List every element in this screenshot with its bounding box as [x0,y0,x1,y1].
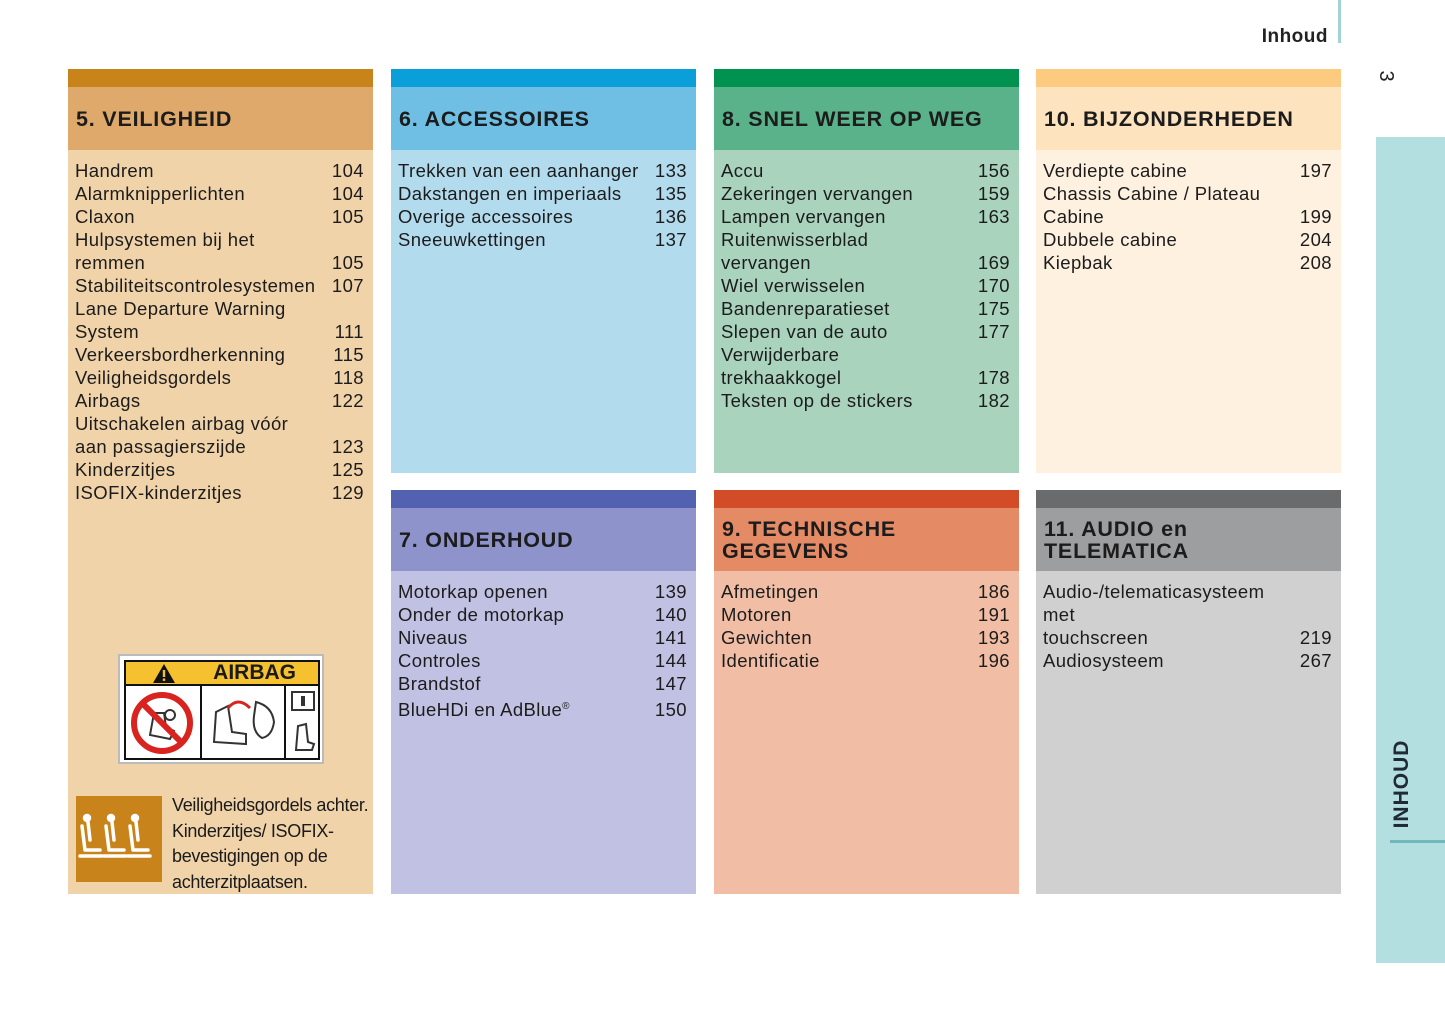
toc-entry-title [721,603,792,626]
toc-entry-title-text: Trekken van een aanhanger [398,160,639,181]
toc-entry[interactable] [721,159,1010,182]
toc-entry-title-text: Identificatie [721,650,820,671]
toc-entry-page: 267 [1299,650,1332,671]
toc-entry-page: 191 [977,604,1010,625]
toc-entry-page: 125 [331,459,364,480]
toc-entry-page: 182 [977,390,1010,411]
registered-mark: ® [562,701,570,712]
toc-entry-title-text: Niveaus [398,627,468,648]
toc-entry-title-text: Stabiliteitscontrolesystemen [75,275,316,296]
toc-entry-title-text: Lampen vervangen [721,206,886,227]
airbag-label-text: AIRBAG [213,661,296,684]
toc-entry-page: 175 [977,298,1010,319]
section-entries [391,150,696,251]
toc-entry-title-text: Onder de motorkap [398,604,565,625]
toc-entry-title [1043,228,1177,251]
toc-entry-title-text: Verkeersbordherkenning [75,344,286,365]
toc-entry-title [75,205,135,228]
toc-entry[interactable] [75,458,364,481]
toc-entry[interactable] [398,672,687,695]
toc-entry-title-text: Claxon [75,206,135,227]
section-heading[interactable] [714,508,1019,571]
section-color-bar [1036,490,1341,508]
rear-seats-icon [76,796,162,882]
toc-entry[interactable] [75,159,364,182]
toc-entry-page: 129 [331,482,364,503]
toc-entry-page: 135 [654,183,687,204]
toc-entry[interactable] [75,412,364,458]
section-entries [714,150,1019,412]
toc-entry-page: 147 [654,673,687,694]
toc-entry-title [721,205,886,228]
section-title: 9. TECHNISCHE GEGEVENS [722,516,897,563]
toc-entry-title-text: BlueHDi en AdBlue [398,699,563,721]
toc-entry[interactable] [75,228,364,274]
toc-entry-title [721,274,865,297]
section-title: 6. ACCESSOIRES [399,106,590,131]
section-heading[interactable] [391,87,696,150]
toc-entry-title-text: Brandstof [398,673,481,694]
section-bijzonderheden [1036,69,1341,473]
toc-entry[interactable] [75,389,364,412]
toc-entry-title [721,320,888,343]
section-color-bar [391,69,696,87]
section-title: 8. SNEL WEER OP WEG [722,106,983,131]
section-accessoires [391,69,696,473]
toc-entry-title-text: Veiligheidsgordels [75,367,232,388]
toc-entry-title-text: Afmetingen [721,581,819,602]
section-snel-weer-op-weg [714,69,1019,473]
rear-seat-belts-icon [76,796,162,882]
toc-entry-title [75,274,316,297]
toc-entry-title [721,228,868,274]
toc-entry-title [721,182,913,205]
section-title: 10. BIJZONDERHEDEN [1044,106,1294,131]
toc-entry-title [398,228,546,251]
toc-entry-title-text: Motoren [721,604,792,625]
toc-entry-title-text: Teksten op de stickers [721,390,913,411]
toc-entry-page: 150 [654,699,687,721]
toc-entry-page: 123 [331,436,364,457]
toc-entry-title-text: Audio-/telematicasysteem met touchscreen [1043,581,1265,648]
toc-entry[interactable] [398,626,687,649]
section-entries [68,150,373,504]
toc-entry-title [398,695,570,721]
toc-entry[interactable] [75,182,364,205]
section-veiligheid [68,69,373,894]
toc-entry-title-text: Chassis Cabine / Plateau Cabine [1043,183,1261,227]
toc-entry-title [75,389,141,412]
page-title: Inhoud [1261,26,1328,47]
toc-entry-title [398,626,468,649]
toc-entry-title [721,389,913,412]
page-number: 3 [1375,70,1397,82]
toc-entry-page: 107 [331,275,364,296]
toc-entry-title [75,228,255,274]
toc-entry-page: 104 [331,183,364,204]
toc-entry[interactable] [398,205,687,228]
toc-entry-title-text: Kinderzitjes [75,459,176,480]
toc-entry-title-text: Controles [398,650,481,671]
toc-entry-page: 204 [1299,229,1332,250]
toc-entry[interactable] [721,580,1010,603]
toc-entry-title-text: Dakstangen en imperiaals [398,183,622,204]
toc-entry-title-text: Slepen van de auto [721,321,888,342]
toc-entry-title-text: Verwijderbare trekhaakkogel [721,344,842,388]
side-tab-label: INHOUD [1390,739,1413,829]
toc-entry-title [75,297,286,343]
manual-info-icon [288,690,318,756]
toc-entry-title-text: Verdiepte cabine [1043,160,1188,181]
toc-entry[interactable] [75,205,364,228]
toc-entry[interactable] [75,366,364,389]
toc-entry[interactable] [398,182,687,205]
section-title: 11. AUDIO en TELEMATICA [1044,516,1189,563]
toc-entry-title-text: Motorkap openen [398,581,548,602]
toc-entry-title [75,182,245,205]
toc-entry-title [398,205,573,228]
toc-entry-page: 178 [977,367,1010,388]
header-divider [1338,0,1341,43]
toc-entry-title-text: Dubbele cabine [1043,229,1178,250]
toc-entry-title-text: Sneeuwkettingen [398,229,546,250]
toc-entry-page: 156 [977,160,1010,181]
section-heading[interactable] [1036,508,1341,571]
toc-entry[interactable] [721,205,1010,228]
toc-entry-title [398,580,548,603]
toc-entry-page: 104 [331,160,364,181]
seat-airbag-icon [206,692,282,754]
toc-entry-title-text: Ruitenwisserblad vervangen [721,229,869,273]
section-entries [1036,571,1341,672]
section-color-bar [1036,69,1341,87]
toc-entry[interactable] [398,159,687,182]
toc-entry-title-text: Uitschakelen airbag vóór aan passagierszijde [75,413,289,457]
toc-entry-title [398,159,639,182]
toc-entry-title [721,626,812,649]
toc-entry[interactable] [75,297,364,343]
toc-entry-title-text: ISOFIX-kinderzitjes [75,482,242,503]
toc-entry-title [1043,251,1113,274]
toc-entry-title [75,481,242,504]
toc-entry-title [75,458,175,481]
toc-entry-title [75,366,231,389]
toc-entry-title [398,603,564,626]
rear-seats-note: Veiligheidsgordels achter. Kinderzitjes/ ISOFIX-bevestigingen op de achterzitplaatsen. [172,795,369,892]
toc-entry-title [1043,159,1187,182]
toc-entry-title [1043,182,1260,228]
toc-entry[interactable] [1043,580,1332,649]
toc-entry-page: 159 [977,183,1010,204]
toc-entry-page: 186 [977,581,1010,602]
toc-entry-page: 139 [654,581,687,602]
toc-entry[interactable] [721,228,1010,274]
toc-entry[interactable] [721,297,1010,320]
toc-entry-title [721,343,841,389]
toc-entry[interactable] [398,228,687,251]
side-tab-accent-line [1390,840,1445,843]
toc-entry-title-text: Zekeringen vervangen [721,183,914,204]
toc-entry-title [75,412,288,458]
section-audio-telematica [1036,490,1341,894]
toc-entry-page: 177 [977,321,1010,342]
airbag-warning-label [118,654,324,764]
toc-entry-title [721,649,820,672]
toc-entry[interactable] [721,389,1010,412]
toc-entry[interactable] [1043,182,1332,228]
section-heading[interactable] [714,87,1019,150]
toc-entry-page: 208 [1299,252,1332,273]
toc-entry[interactable] [721,320,1010,343]
section-title: 7. ONDERHOUD [399,527,574,552]
toc-entry-title [398,649,481,672]
toc-entry-title [1043,580,1294,649]
toc-entry-page: 141 [654,627,687,648]
toc-entry-page: 193 [977,627,1010,648]
toc-entry[interactable] [75,481,364,504]
toc-entry-title-text: Accu [721,160,764,181]
toc-entry[interactable] [1043,649,1332,672]
toc-entry-title [75,159,154,182]
section-heading[interactable] [68,87,373,150]
toc-entry[interactable] [721,274,1010,297]
toc-entry[interactable] [721,603,1010,626]
toc-entry[interactable] [721,626,1010,649]
toc-entry-page: 105 [331,206,364,227]
toc-entry-title-text: Lane Departure Warning System [75,298,286,342]
toc-entry-page: 219 [1299,627,1332,648]
section-entries [391,571,696,721]
toc-entry-title [1043,649,1164,672]
toc-entry[interactable] [75,343,364,366]
toc-entry-page: 197 [1299,160,1332,181]
airbag-label-header [124,660,320,686]
toc-entry-title [398,672,481,695]
toc-entry-page: 115 [333,344,364,365]
toc-entry[interactable] [721,649,1010,672]
section-title: 5. VEILIGHEID [76,106,233,131]
toc-entry-title-text: Overige accessoires [398,206,574,227]
toc-entry-title [721,297,890,320]
toc-entry[interactable] [721,182,1010,205]
toc-entry-title [398,182,622,205]
section-heading[interactable] [1036,87,1341,150]
section-color-bar [391,490,696,508]
toc-entry-title-text: Airbags [75,390,141,411]
toc-entry-page: 111 [334,321,364,342]
toc-entry[interactable] [1043,251,1332,274]
toc-entry-page: 133 [654,160,687,181]
section-onderhoud [391,490,696,894]
toc-entry-page: 122 [331,390,364,411]
section-color-bar [714,490,1019,508]
warning-triangle-icon [152,663,176,684]
section-color-bar [68,69,373,87]
section-entries [1036,150,1341,274]
section-heading[interactable] [391,508,696,571]
toc-entry[interactable] [1043,228,1332,251]
toc-entry[interactable] [75,274,364,297]
toc-entry-title-text: Handrem [75,160,154,181]
toc-entry-title [721,580,819,603]
toc-entry-page: 163 [977,206,1010,227]
toc-entry-title-text: Alarmknipperlichten [75,183,246,204]
section-technische-gegevens [714,490,1019,894]
toc-entry-title [75,343,285,366]
toc-entry[interactable] [398,580,687,603]
section-entries [714,571,1019,672]
toc-entry-page: 105 [331,252,364,273]
toc-entry-page: 144 [654,650,687,671]
toc-entry[interactable] [398,649,687,672]
toc-entry[interactable] [1043,159,1332,182]
toc-entry[interactable] [721,343,1010,389]
toc-entry[interactable] [398,695,687,721]
no-rear-facing-child-seat-icon [130,691,194,755]
section-color-bar [714,69,1019,87]
toc-entry-page: 196 [977,650,1010,671]
toc-entry-page: 137 [654,229,687,250]
toc-entry-title-text: Audiosysteem [1043,650,1164,671]
toc-entry[interactable] [398,603,687,626]
toc-entry-title-text: Wiel verwisselen [721,275,866,296]
toc-entry-title-text: Kiepbak [1043,252,1113,273]
toc-entry-page: 118 [333,367,364,388]
toc-entry-page: 136 [654,206,687,227]
toc-entry-title-text: Bandenreparatieset [721,298,890,319]
toc-entry-page: 140 [654,604,687,625]
toc-entry-page: 170 [977,275,1010,296]
toc-entry-page: 169 [977,252,1010,273]
toc-entry-page: 199 [1299,206,1332,227]
toc-entry-title [721,159,764,182]
toc-entry-title-text: Gewichten [721,627,813,648]
toc-entry-title-text: Hulpsystemen bij het remmen [75,229,255,273]
